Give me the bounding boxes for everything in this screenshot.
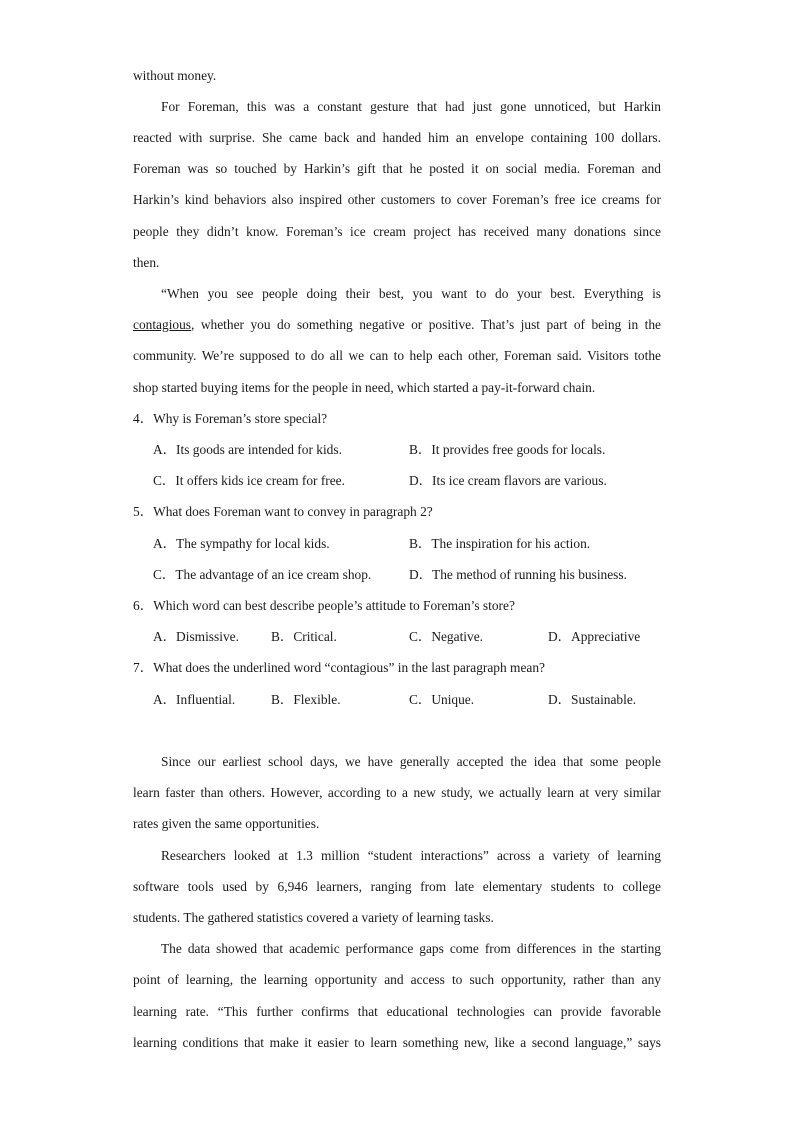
option-c: C．Negative. — [409, 629, 484, 644]
paragraph-line: then. — [133, 255, 160, 270]
option-d: D．Its ice cream flavors are various. — [409, 473, 607, 488]
paragraph-line: Foreman was so touched by Harkin’s gift that he posted it on social media. Foreman and — [133, 161, 661, 176]
option-c: C．It offers kids ice cream for free. — [153, 473, 345, 488]
paragraph-line: software tools used by 6,946 learners, ranging from late elementary students to college — [133, 879, 661, 894]
option-a: A．The sympathy for local kids. — [153, 536, 330, 551]
option-a: A．Influential. — [153, 692, 236, 707]
paragraph-line: learn faster than others. However, according to a new study, we actually learn at very similar — [133, 785, 661, 800]
underlined-word: contagious — [133, 317, 192, 332]
option-d: D．Sustainable. — [548, 692, 637, 707]
paragraph-line: people they didn’t know. Foreman’s ice cream project has received many donations since — [133, 224, 661, 239]
option-a: A．Dismissive. — [153, 629, 239, 644]
option-d: D．Appreciative — [548, 629, 641, 644]
option-a: A．Its goods are intended for kids. — [153, 442, 342, 457]
paragraph-line: learning conditions that make it easier to learn something new, like a second language,” says — [133, 1035, 661, 1050]
paragraph-line: reacted with surprise. She came back and handed him an envelope containing 100 dollars. — [133, 130, 661, 145]
question-stem: 4．Why is Foreman’s store special? — [133, 411, 328, 426]
paragraph-line: students. The gathered statistics covered a variety of learning tasks. — [133, 910, 494, 925]
paragraph-line: community. We’re supposed to do all we can to help each other, Foreman said. Visitors tothe — [133, 348, 661, 363]
paragraph-line: without money. — [133, 68, 217, 83]
option-b: B．Critical. — [271, 629, 337, 644]
option-c: C．Unique. — [409, 692, 475, 707]
paragraph-line: learning rate. “This further confirms that educational technologies can provide favorable — [133, 1004, 661, 1019]
paragraph-line: “When you see people doing their best, you want to do your best. Everything is — [161, 286, 661, 301]
paragraph-line: rates given the same opportunities. — [133, 816, 320, 831]
paragraph-line: shop started buying items for the people in need, which started a pay-it-forward chain. — [133, 380, 596, 395]
line-text: , whether you do something negative or positive. That’s just part of being in the — [191, 317, 661, 332]
paragraph-line: point of learning, the learning opportunity and access to such opportunity, rather than any — [133, 972, 661, 987]
paragraph-line — [133, 309, 661, 340]
option-c: C．The advantage of an ice cream shop. — [153, 567, 372, 582]
option-d: D．The method of running his business. — [409, 567, 627, 582]
option-b: B．Flexible. — [271, 692, 341, 707]
paragraph-line: For Foreman, this was a constant gesture that had just gone unnoticed, but Harkin — [161, 99, 661, 114]
paragraph-line: The data showed that academic performance gaps come from differences in the starting — [161, 941, 661, 956]
question-stem: 6．Which word can best describe people’s attitude to Foreman’s store? — [133, 598, 515, 613]
question-stem: 7．What does the underlined word “contagious” in the last paragraph mean? — [133, 660, 545, 675]
paragraph-line: Researchers looked at 1.3 million “student interactions” across a variety of learning — [161, 848, 661, 863]
option-b: B．It provides free goods for locals. — [409, 442, 606, 457]
question-stem: 5．What does Foreman want to convey in paragraph 2? — [133, 504, 433, 519]
paragraph-line: Harkin’s kind behaviors also inspired other customers to cover Foreman’s free ice creams for — [133, 192, 661, 207]
option-b: B．The inspiration for his action. — [409, 536, 591, 551]
paragraph-line: Since our earliest school days, we have generally accepted the idea that some people — [161, 754, 661, 769]
